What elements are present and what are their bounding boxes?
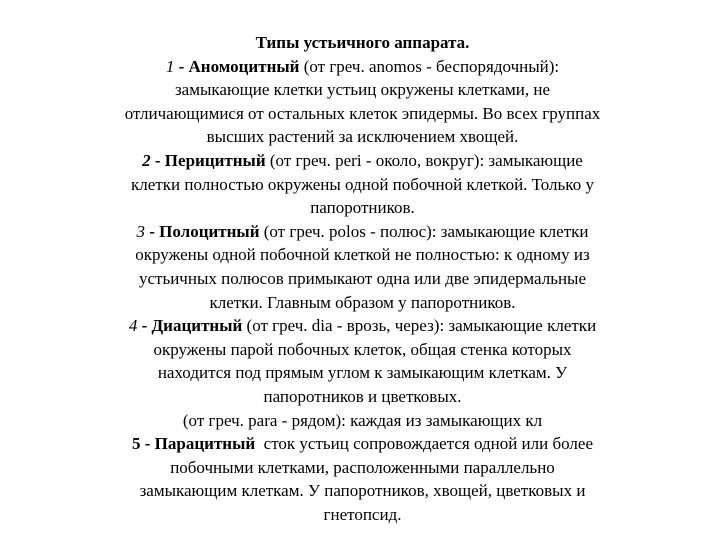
item-3-heading-rest: (от греч. polos - полюс): замыкающие клетки bbox=[259, 221, 589, 241]
item-4-line: папоротников и цветковых. bbox=[263, 386, 462, 406]
item-3-dash: - bbox=[144, 221, 160, 241]
item-4-line: окружены парой побочных клеток, общая стенка которых bbox=[153, 339, 572, 359]
item-5-term: Парацитный bbox=[154, 434, 256, 454]
item-5-line: гнетопсид. bbox=[323, 504, 402, 524]
item-5-line: замыкающим клеткам. У папоротников, хвощей, цветковых и bbox=[139, 481, 586, 501]
item-3-number: 3 bbox=[136, 221, 145, 241]
text-block bbox=[70, 31, 655, 526]
item-3-line: клетки. Главным образом у папоротников. bbox=[209, 292, 516, 312]
item-3-heading-line bbox=[70, 220, 655, 244]
item-2-term: Перицитный bbox=[164, 150, 266, 170]
item-4-heading-line bbox=[70, 314, 655, 338]
item-1-heading-line bbox=[70, 55, 655, 79]
item-1-line: замыкающие клетки устьиц окружены клетками, не bbox=[174, 80, 551, 100]
item-3-line: окружены одной побочной клеткой не полностью: к одному из bbox=[135, 245, 590, 265]
item-1-line: высших растений за исключением хвощей. bbox=[206, 127, 519, 147]
item-4-term: Диацитный bbox=[151, 316, 243, 336]
item-2-number: 2 bbox=[142, 150, 151, 170]
item-5-heading-line bbox=[70, 432, 655, 456]
item-2-line: папоротников. bbox=[310, 198, 415, 218]
item-2-heading-rest: (от греч. peri - около, вокруг): замыкающие bbox=[265, 150, 583, 170]
item-1-number: 1 bbox=[165, 56, 175, 76]
item-1-heading-rest: (от греч. anomos - беспорядочный): bbox=[299, 56, 560, 76]
item-4-line: (от греч. para - рядом): каждая из замыкающих кл bbox=[182, 410, 543, 430]
item-1-term: Аномоцитный bbox=[188, 56, 300, 76]
item-4-number: 4 bbox=[128, 316, 138, 336]
item-5-number: 5 bbox=[132, 434, 141, 454]
page-title: Типы устьичного аппарата. bbox=[255, 33, 470, 52]
item-5-line: побочными клетками, расположенными параллельно bbox=[170, 457, 555, 477]
item-2-line: клетки полностью окружены одной побочной клеткой. Только у bbox=[131, 174, 594, 194]
item-4-heading-rest: (от греч. dia - врозь, через): замыкающие клетки bbox=[242, 316, 597, 336]
item-4-dash: - bbox=[137, 316, 152, 336]
item-5-heading-rest: сток устьиц сопровождается одной или более bbox=[255, 434, 593, 454]
item-2-dash: - bbox=[150, 150, 165, 170]
item-3-line: устьичных полюсов примыкают одна или две эпидермальные bbox=[138, 268, 587, 288]
item-5-dash: - bbox=[140, 434, 155, 454]
item-1-dash: - bbox=[174, 56, 189, 76]
item-2-heading-line bbox=[70, 149, 655, 173]
item-3-term: Полоцитный bbox=[159, 221, 260, 241]
item-4-line: находится под прямым углом к замыкающим клеткам. У bbox=[157, 363, 568, 383]
item-1-line: отличающимися от остальных клеток эпидермы. Во всех группах bbox=[124, 103, 601, 123]
